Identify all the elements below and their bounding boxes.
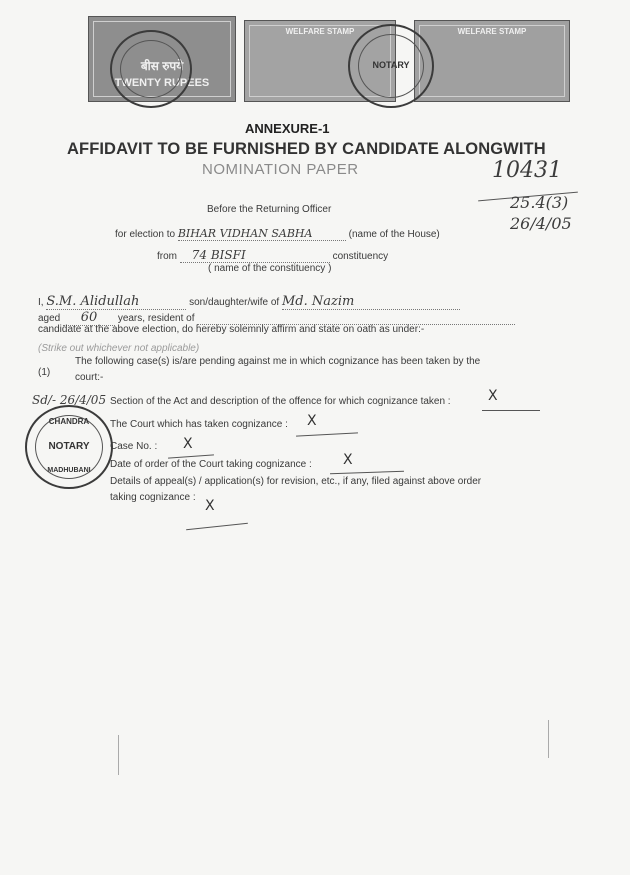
appeal-x-mark: X — [205, 498, 215, 514]
age-value: 60 — [80, 310, 98, 325]
from-line — [157, 248, 388, 263]
father-name-value: Md. Nazim — [281, 294, 355, 309]
candidate-affirmation: candidate at the above election, do hereby solemnly affirm and state on oath as under:- — [38, 324, 425, 335]
welfare-stamp-label: WELFARE STAMP — [285, 27, 355, 36]
candidate-name-field — [46, 294, 186, 310]
stamp-denomination-text: TWENTY RUPEES — [114, 77, 210, 89]
declarant-line — [38, 294, 460, 310]
house-name-value: BIHAR VIDHAN SABHA — [177, 227, 313, 240]
field-section: Section of the Act and description of the offence for which cognizance taken : — [110, 396, 451, 407]
appeal-underline — [186, 523, 248, 530]
court-x-mark: X — [307, 413, 317, 429]
handwritten-ref-line2: 25.4(3) — [510, 193, 569, 212]
welfare-stamp-2 — [414, 20, 570, 102]
election-prefix: for election to — [115, 229, 176, 240]
handwritten-number: 10431 — [492, 158, 562, 183]
item-text-line2: court:- — [75, 372, 104, 383]
case-underline — [168, 454, 214, 458]
house-suffix: (name of the House) — [348, 229, 440, 240]
nomination-paper-title: NOMINATION PAPER — [202, 161, 359, 178]
candidate-name-value: S.M. Alidullah — [46, 294, 140, 309]
constituency-value: 74 BISFI — [191, 248, 246, 262]
father-name-field — [282, 294, 460, 310]
stamp-cancellation-seal-2 — [348, 24, 434, 108]
notary-stamp-top: CHANDRA — [48, 417, 90, 426]
strike-out-note: (Strike out whichever not applicable) — [38, 343, 200, 354]
handwritten-ref-line3: 26/4/05 — [510, 214, 572, 233]
constituency-field — [180, 248, 330, 263]
right-margin-mark — [548, 720, 549, 758]
relation-text: son/daughter/wife of — [189, 297, 280, 308]
section-x-mark: X — [488, 388, 498, 404]
house-name-field — [178, 227, 346, 241]
from-prefix: from — [157, 251, 177, 262]
date-underline — [330, 471, 404, 475]
aged-suffix: years, resident of — [117, 313, 195, 324]
annexure-heading: ANNEXURE-1 — [245, 121, 330, 136]
section-underline — [482, 410, 540, 411]
constituency-suffix: constituency — [332, 251, 389, 262]
welfare-stamp-label-2: WELFARE STAMP — [457, 27, 527, 36]
court-underline — [296, 432, 358, 436]
item-number: (1) — [38, 367, 51, 378]
constituency-note: ( name of the constituency ) — [208, 263, 332, 274]
affidavit-title: AFFIDAVIT TO BE FURNISHED BY CANDIDATE ALONGWITH — [67, 140, 546, 158]
left-margin-mark — [118, 735, 119, 775]
notary-round-stamp — [25, 405, 113, 489]
notary-stamp-middle: NOTARY — [48, 441, 90, 452]
field-appeal-line1: Details of appeal(s) / application(s) for revision, etc., if any, filed against above order — [110, 476, 482, 487]
election-line — [115, 227, 440, 241]
field-court: The Court which has taken cognizance : — [110, 419, 288, 430]
before-returning-officer: Before the Returning Officer — [207, 204, 332, 215]
item-text-line1: The following case(s) is/are pending against me in which cognizance has been taken by the — [75, 356, 481, 367]
case-x-mark: X — [183, 436, 193, 452]
date-x-mark: X — [343, 452, 353, 468]
notary-seal-text: NOTARY — [372, 60, 410, 70]
stamp-hindi-text: बीस रुपये — [140, 59, 184, 73]
aged-prefix: aged — [38, 313, 61, 324]
field-case-no: Case No. : — [110, 441, 158, 452]
stamp-cancellation-seal-1 — [110, 30, 192, 108]
notary-stamp-bottom: MADHUBANI — [47, 467, 91, 474]
i-prefix: I, — [38, 297, 44, 308]
handwritten-signature: Sd/- 26/4/05 — [32, 393, 107, 407]
field-date-order: Date of order of the Court taking cognizance : — [110, 459, 312, 470]
field-appeal-line2: taking cognizance : — [110, 492, 196, 503]
